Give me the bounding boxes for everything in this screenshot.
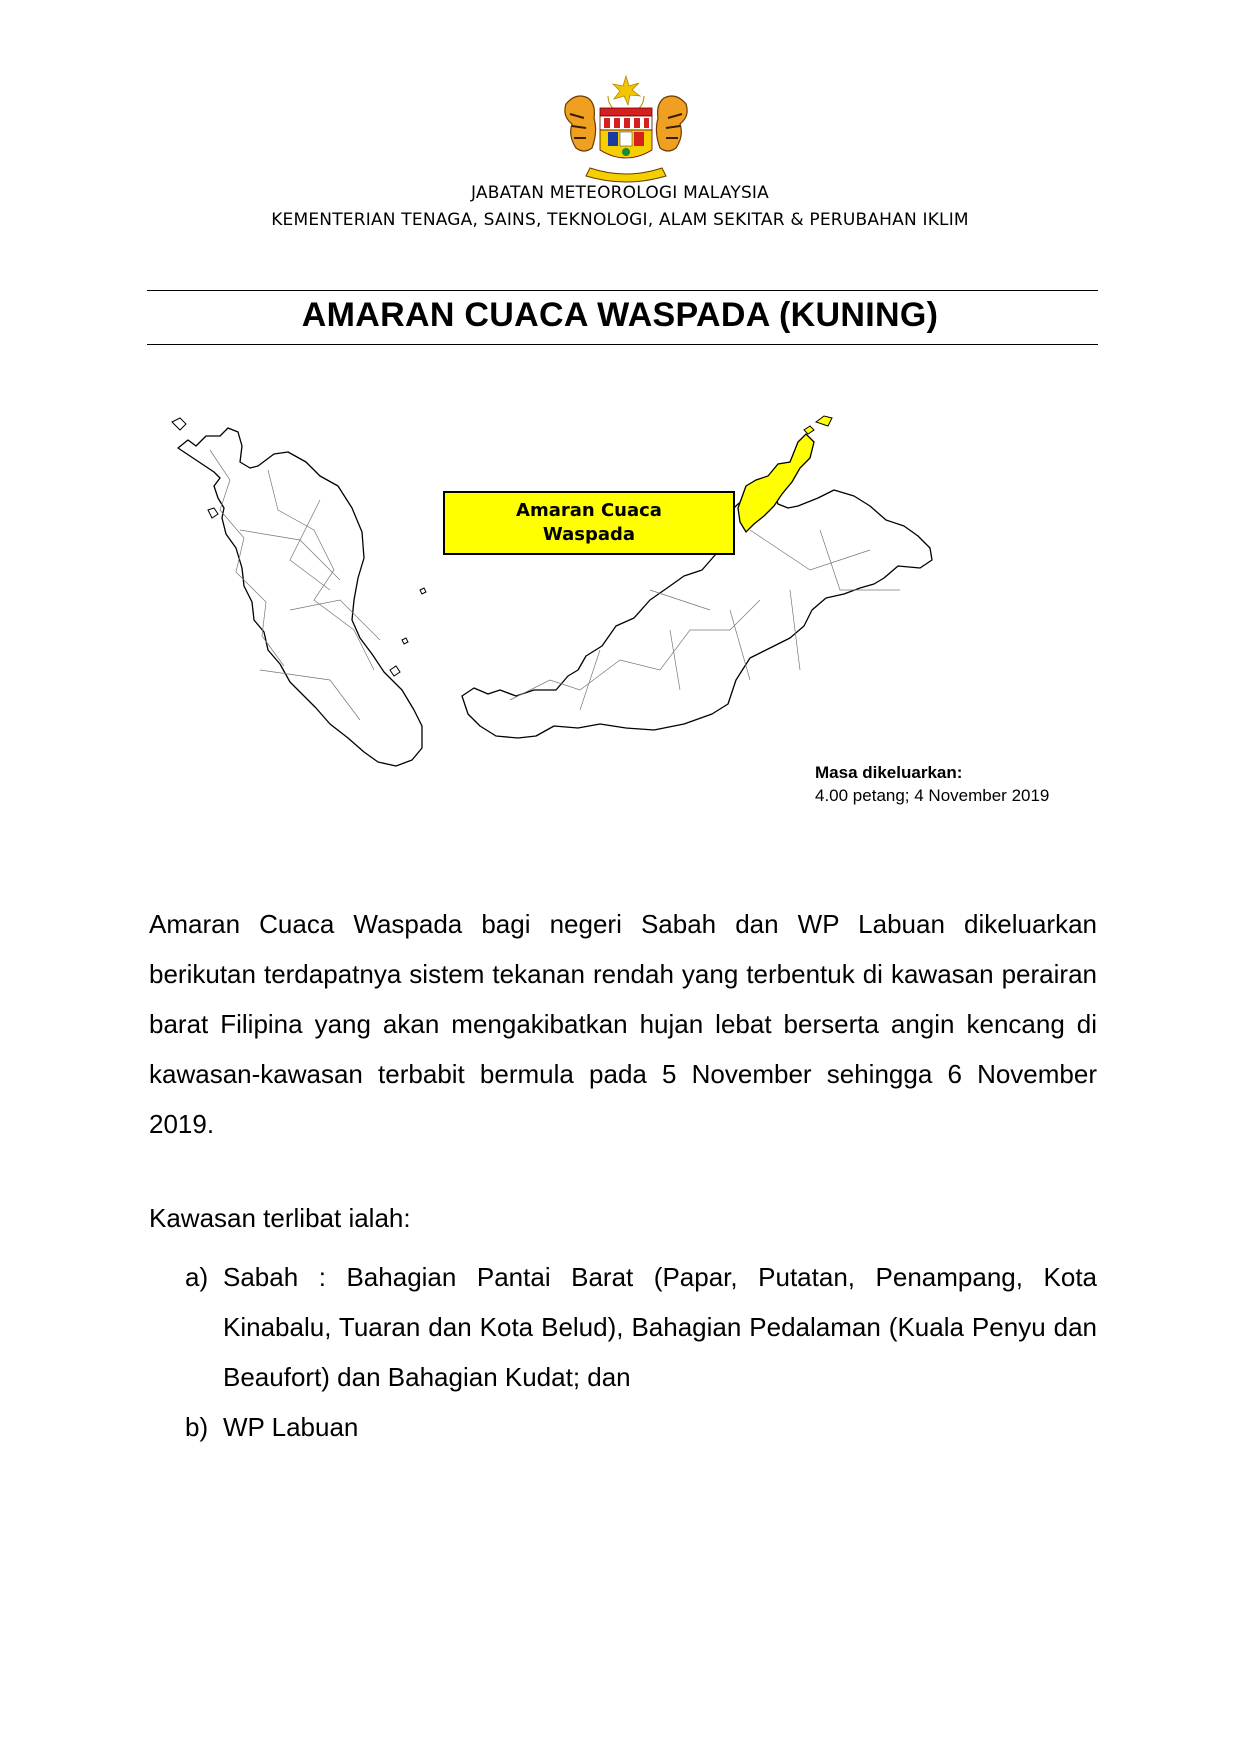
peninsular-malaysia-shape <box>178 428 422 766</box>
warning-legend-box <box>443 491 735 555</box>
list-marker: a) <box>185 1262 209 1292</box>
ministry-name: KEMENTERIAN TENAGA, SAINS, TEKNOLOGI, ALAM SEKITAR & PERUBAHAN IKLIM <box>271 210 969 230</box>
legend-line-1: Amaran Cuaca <box>516 500 662 521</box>
legend-line-2: Waspada <box>542 524 636 545</box>
page-title: AMARAN CUACA WASPADA (KUNING) <box>301 296 939 334</box>
issued-time: 4.00 petang; 4 November 2019 <box>815 786 1050 805</box>
list-item-text: WP Labuan <box>223 1412 359 1442</box>
title-rule-top <box>147 290 1098 291</box>
warning-description: Amaran Cuaca Waspada bagi negeri Sabah dan WP Labuan dikeluarkan berikutan terdapatnya sistem tekanan rendah yang terbentuk di kawasan perairan barat Filipina yang akan mengakibatkan hujan lebat berserta angin kencang di kawasan-kawasan terbabit bermula pada 5 November sehingga 6 November 2019. <box>149 909 1097 1139</box>
list-item <box>149 1402 1097 1452</box>
title-rule-bottom <box>147 344 1098 345</box>
list-item-text: Sabah : Bahagian Pantai Barat (Papar, Putatan, Penampang, Kota Kinabalu, Tuaran dan Kota Belud), Bahagian Pedalaman (Kuala Penyu dan Beaufort) dan Bahagian Kudat; dan <box>223 1262 1097 1392</box>
malaysia-coat-of-arms-icon <box>556 74 696 184</box>
list-marker: b) <box>185 1412 209 1442</box>
agency-name: JABATAN METEOROLOGI MALAYSIA <box>471 183 769 203</box>
affected-areas-heading: Kawasan terlibat ialah: <box>149 1203 411 1233</box>
malaysia-warning-map <box>170 410 1100 810</box>
affected-areas-list <box>149 1252 1097 1452</box>
list-item <box>149 1252 1097 1402</box>
issued-label: Masa dikeluarkan: <box>815 763 963 782</box>
